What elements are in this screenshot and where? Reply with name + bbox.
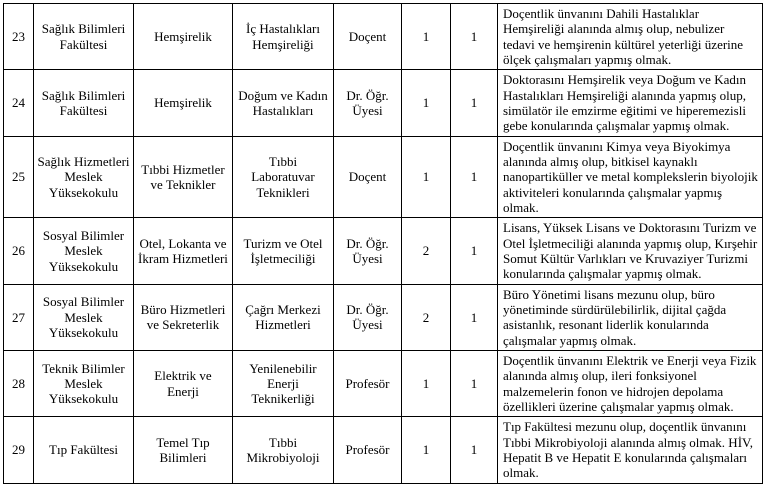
cell-row-number: 29 — [4, 417, 34, 483]
cell-count-1: 1 — [402, 350, 451, 416]
cell-description: Doçentlik ünvanını Elektrik ve Enerji veya Fizik alanında almış olup, ileri fonksiyonel malzemelerin fonon ve hidrojen depolama özellikleri üzerine çalışmalar yapmış olmak. — [498, 350, 763, 416]
cell-title: Profesör — [334, 417, 402, 483]
table-body — [4, 4, 763, 484]
cell-faculty: Sosyal Bilimler Meslek Yüksekokulu — [34, 284, 134, 350]
cell-row-number: 25 — [4, 136, 34, 218]
cell-department: Tıbbi Hizmetler ve Teknikler — [134, 136, 233, 218]
table-row — [4, 70, 763, 136]
cell-title: Dr. Öğr. Üyesi — [334, 218, 402, 284]
cell-program: Yenilenebilir Enerji Teknikerliği — [233, 350, 334, 416]
cell-faculty: Tıp Fakültesi — [34, 417, 134, 483]
table-row — [4, 417, 763, 483]
cell-department: Elektrik ve Enerji — [134, 350, 233, 416]
cell-title: Doçent — [334, 136, 402, 218]
cell-faculty: Sağlık Bilimleri Fakültesi — [34, 70, 134, 136]
cell-title: Profesör — [334, 350, 402, 416]
cell-row-number: 27 — [4, 284, 34, 350]
cell-title: Dr. Öğr. Üyesi — [334, 70, 402, 136]
cell-count-1: 2 — [402, 284, 451, 350]
cell-description: Doçentlik ünvanını Dahili Hastalıklar Hemşireliği alanında almış olup, nebulizer tedavi ve hemşirenin kültürel yeterliği üzerine ölçek çalışmaları yapmış olmak. — [498, 4, 763, 70]
cell-department: Hemşirelik — [134, 70, 233, 136]
cell-program: Turizm ve Otel İşletmeciliği — [233, 218, 334, 284]
table-row — [4, 136, 763, 218]
cell-program: Doğum ve Kadın Hastalıkları — [233, 70, 334, 136]
cell-count-1: 2 — [402, 218, 451, 284]
cell-count-2: 1 — [451, 218, 498, 284]
table-row — [4, 284, 763, 350]
cell-title: Doçent — [334, 4, 402, 70]
cell-program: Çağrı Merkezi Hizmetleri — [233, 284, 334, 350]
cell-description: Lisans, Yüksek Lisans ve Doktorasını Turizm ve Otel İşletmeciliği alanında yapmış olup, Kırşehir Somut Kültür Varlıkları ve Kruvaziyer Turizmi konularında çalışmalar yapmış olmak. — [498, 218, 763, 284]
cell-department: Otel, Lokanta ve İkram Hizmetleri — [134, 218, 233, 284]
cell-department: Hemşirelik — [134, 4, 233, 70]
cell-faculty: Sağlık Bilimleri Fakültesi — [34, 4, 134, 70]
cell-faculty: Teknik Bilimler Meslek Yüksekokulu — [34, 350, 134, 416]
cell-row-number: 28 — [4, 350, 34, 416]
cell-faculty: Sağlık Hizmetleri Meslek Yüksekokulu — [34, 136, 134, 218]
cell-count-1: 1 — [402, 4, 451, 70]
cell-row-number: 23 — [4, 4, 34, 70]
cell-count-2: 1 — [451, 417, 498, 483]
cell-description: Doktorasını Hemşirelik veya Doğum ve Kadın Hastalıkları Hemşireliği alanında yapmış olup, simülatör ile emzirme eğitimi ve hiperemezisli gebe konularında çalışmalar yapmış olmak. — [498, 70, 763, 136]
cell-row-number: 26 — [4, 218, 34, 284]
cell-count-2: 1 — [451, 284, 498, 350]
cell-description: Tıp Fakültesi mezunu olup, doçentlik ünvanını Tıbbi Mikrobiyoloji alanında almış olmak. HİV, Hepatit B ve Hepatit E konularında çalışmaları olmak. — [498, 417, 763, 483]
cell-department: Büro Hizmetleri ve Sekreterlik — [134, 284, 233, 350]
cell-faculty: Sosyal Bilimler Meslek Yüksekokulu — [34, 218, 134, 284]
cell-title: Dr. Öğr. Üyesi — [334, 284, 402, 350]
cell-program: İç Hastalıkları Hemşireliği — [233, 4, 334, 70]
cell-count-2: 1 — [451, 350, 498, 416]
cell-count-1: 1 — [402, 136, 451, 218]
table-row — [4, 218, 763, 284]
cell-count-1: 1 — [402, 417, 451, 483]
cell-count-2: 1 — [451, 136, 498, 218]
cell-count-1: 1 — [402, 70, 451, 136]
academic-positions-table — [3, 3, 763, 484]
cell-description: Doçentlik ünvanını Kimya veya Biyokimya alanında almış olup, bitkisel kaynaklı nanopartiküller ve metal komplekslerin biyolojik aktiviteleri konularında çalışmalar yapmış olmak. — [498, 136, 763, 218]
cell-count-2: 1 — [451, 4, 498, 70]
cell-count-2: 1 — [451, 70, 498, 136]
cell-department: Temel Tıp Bilimleri — [134, 417, 233, 483]
cell-row-number: 24 — [4, 70, 34, 136]
table-row — [4, 350, 763, 416]
cell-program: Tıbbi Laboratuvar Teknikleri — [233, 136, 334, 218]
cell-description: Büro Yönetimi lisans mezunu olup, büro yönetiminde sürdürülebilirlik, dijital çağda asistanlık, resonant liderlik konularında çalışmalar yapmış olmak. — [498, 284, 763, 350]
table-row — [4, 4, 763, 70]
cell-program: Tıbbi Mikrobiyoloji — [233, 417, 334, 483]
